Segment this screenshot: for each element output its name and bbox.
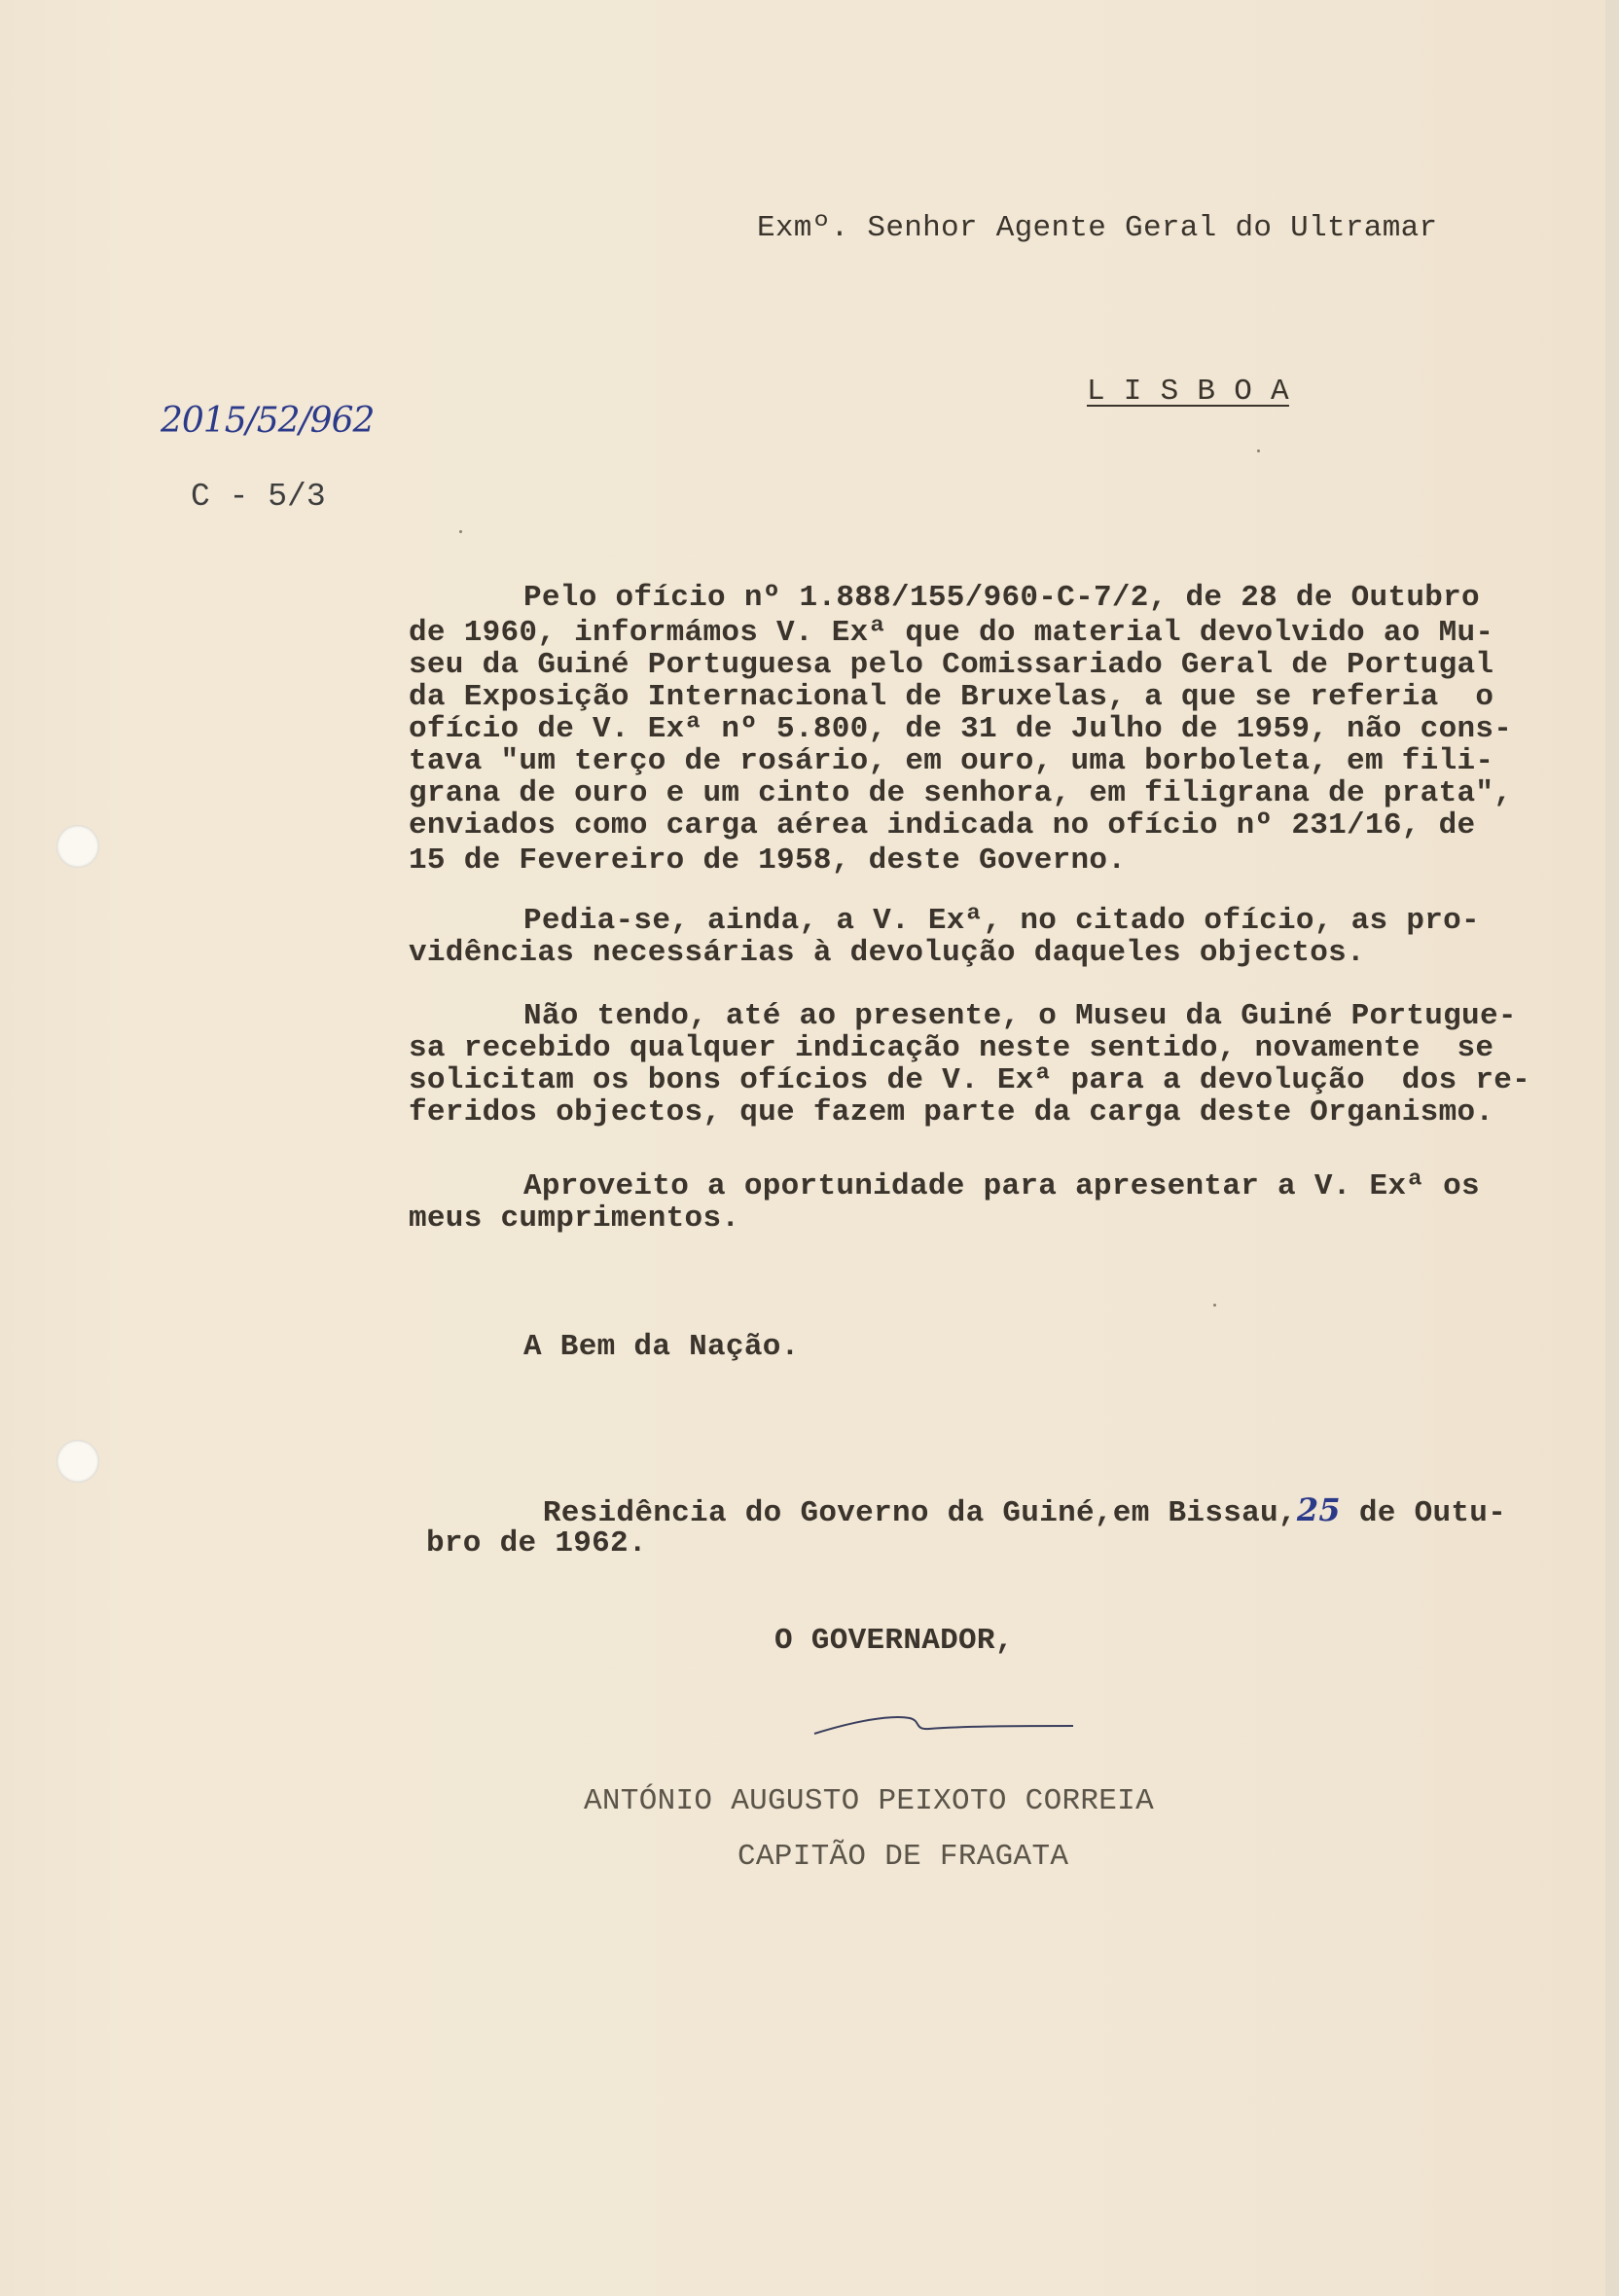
reference-code: C - 5/3 <box>191 479 326 515</box>
body-line: enviados como carga aérea indicada no ofício nº 231/16, de <box>409 808 1476 843</box>
signer-rank: CAPITÃO DE FRAGATA <box>738 1840 1069 1874</box>
reference-number: 2015/52/962 <box>161 401 375 441</box>
body-line: Não tendo, até ao presente, o Museu da Guiné Portugue- <box>523 999 1517 1033</box>
body-line: 15 de Fevereiro de 1958, deste Governo. <box>409 843 1127 878</box>
punch-hole-top <box>56 825 99 868</box>
place-date-line2: bro de 1962. <box>426 1526 647 1561</box>
body-line: grana de ouro e um cinto de senhora, em filigrana de prata", <box>409 776 1513 810</box>
signer-name: ANTÓNIO AUGUSTO PEIXOTO CORREIA <box>584 1784 1154 1818</box>
body-line: de 1960, informámos V. Exª que do material devolvido ao Mu- <box>409 616 1494 650</box>
body-line: feridos objectos, que fazem parte da carga deste Organismo. <box>409 1095 1494 1130</box>
paper-speck <box>1213 1304 1216 1307</box>
place-date <box>506 1462 1506 1529</box>
page-edge <box>1605 0 1619 2296</box>
body-line: Pelo ofício nº 1.888/155/960-C-7/2, de 28 de Outubro <box>523 581 1480 615</box>
signature-title: O GOVERNADOR, <box>774 1624 1014 1658</box>
body-line: seu da Guiné Portuguesa pelo Comissariado Geral de Portugal <box>409 648 1494 682</box>
body-line: da Exposição Internacional de Bruxelas, a que se referia o <box>409 680 1494 714</box>
body-line: solicitam os bons ofícios de V. Exª para a devolução dos re- <box>409 1063 1531 1097</box>
place-date-month: de Outu- <box>1340 1496 1507 1530</box>
place-date-text: Residência do Governo da Guiné,em Bissau, <box>542 1496 1297 1530</box>
body-line: vidências necessárias à devolução daqueles objectos. <box>409 936 1365 970</box>
signature-scribble <box>812 1704 1075 1743</box>
addressee: Exmº. Senhor Agente Geral do Ultramar <box>757 211 1438 245</box>
body-line: Aproveito a oportunidade para apresentar a V. Exª os <box>523 1169 1480 1203</box>
salutation: A Bem da Nação. <box>523 1330 800 1364</box>
punch-hole-bottom <box>56 1440 99 1483</box>
paper-speck <box>1257 449 1260 452</box>
body-line: tava "um terço de rosário, em ouro, uma borboleta, em fili- <box>409 744 1494 778</box>
city: L I S B O A <box>1087 375 1289 409</box>
paper-speck <box>459 530 462 533</box>
body-line: Pedia-se, ainda, a V. Exª, no citado ofício, as pro- <box>523 904 1480 938</box>
body-line: meus cumprimentos. <box>409 1202 740 1236</box>
body-line: ofício de V. Exª nº 5.800, de 31 de Julho de 1959, não cons- <box>409 712 1513 746</box>
handwritten-day: 25 <box>1296 1491 1341 1528</box>
body-line: sa recebido qualquer indicação neste sentido, novamente se <box>409 1031 1494 1065</box>
